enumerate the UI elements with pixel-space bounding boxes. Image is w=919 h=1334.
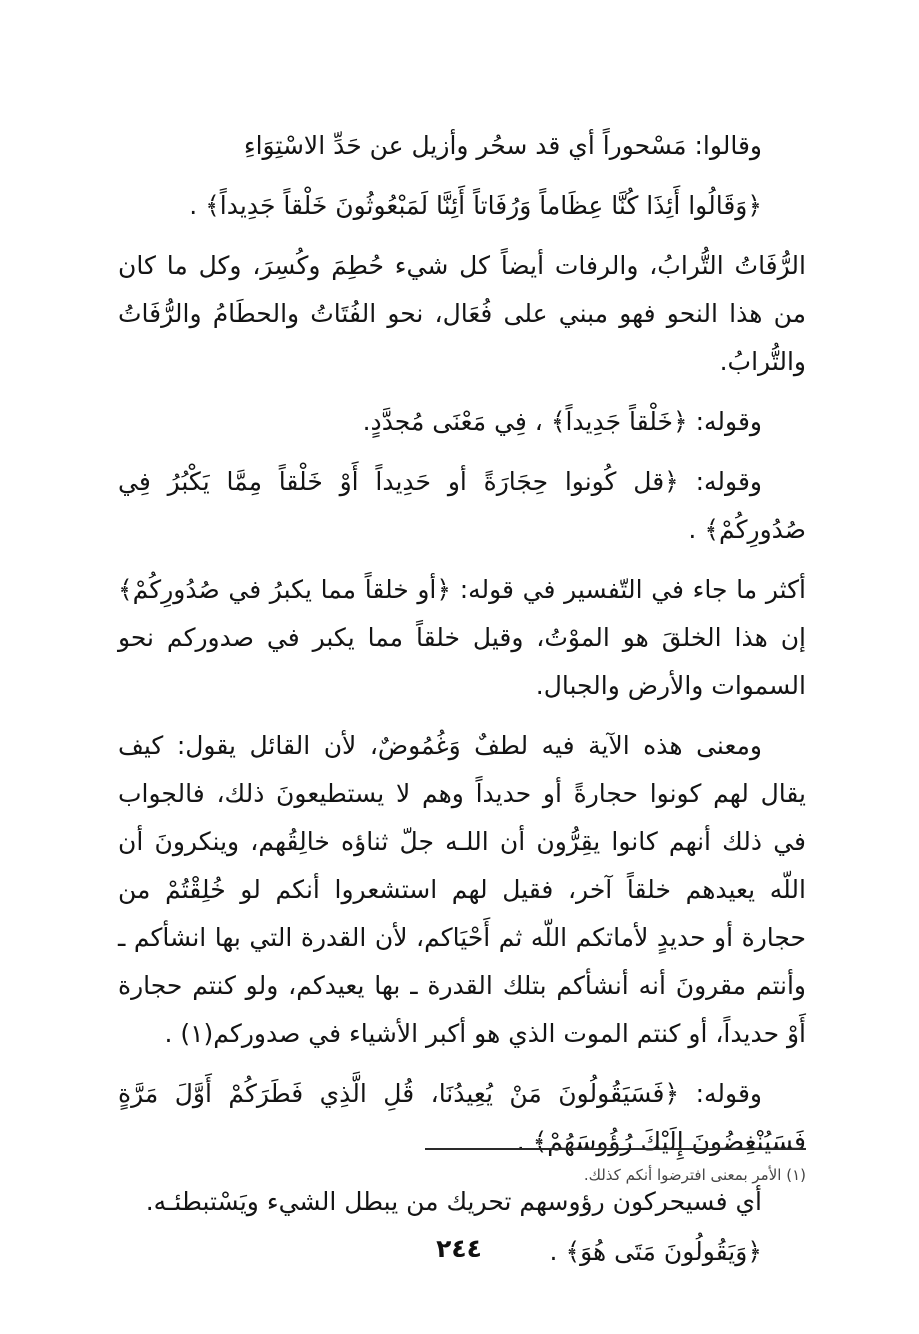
paragraph-10-quran-verse: ﴿وَيَقُولُونَ مَتَى هُوَ﴾ . [549,1237,762,1266]
paragraph-8: وقوله: ﴿فَسَيَقُولُونَ مَنْ يُعِيدُنَا، قُلِ الَّذِي فَطَرَكُمْ أَوَّلَ مَرَّةٍ فَسَيُنْغِضُونَ إِلَيْكَ رُؤُوسَهُمْ﴾ . [118,1079,806,1156]
paragraph-1: وقالوا: مَسْحوراً أي قد سحُر وأزيل عن حَدِّ الاسْتِوَاءِ [243,131,762,160]
page-number: ٢٤٤ [436,1234,482,1263]
footnote: (١) الأمر بمعنى افترضوا أنكم كذلك. [583,1166,806,1184]
page-body [118,122,806,1278]
paragraph-4: وقوله: ﴿خَلْقاً جَدِيداً﴾ ، فِي مَعْنَى مُجدَّدٍ. [362,407,762,436]
paragraph-3: الرُّفَاتُ التُّرابُ، والرفات أيضاً كل شيء حُطِمَ وكُسِرَ، وكل ما كان من هذا النحو فهو مبني على فُعَال، نحو الفُتَاتُ والحطَامُ والرُّفَاتُ والتُّرابُ. [118,251,806,376]
paragraph-9: أي فسيحركون رؤوسهم تحريك من يبطل الشيء ويَسْتبطئـه. [145,1187,762,1216]
paragraph-5: وقوله: ﴿قل كُونوا حِجَارَةً أو حَدِيداً أَوْ خَلْقاً مِمَّا يَكْبُرُ فِي صُدُورِكُمْ﴾ . [118,467,806,544]
paragraph-7: ومعنى هذه الآية فيه لطفٌ وَغُمُوضٌ، لأن القائل يقول: كيف يقال لهم كونوا حجارةً أو حديداً وهم لا يستطيعونَ ذلك، فالجواب في ذلك أنهم كانوا يقِرُّون أن اللـه جلّ ثناؤه خالِقُهم، وينكرونَ أن اللّه يعيدهم خلقاً آخر، فقيل لهم استشعروا أنكم لو خُلِقْتُمْ من حجارة أو حديدٍ لأماتكم اللّه ثم أَحْيَاكم، لأن القدرة التي بها انشأكم ـ وأنتم مقرونَ أنه أنشأكم بتلك القدرة ـ بها يعيدكم، ولو كنتم حجارة أَوْ حديداً، أو كنتم الموت الذي هو أكبر الأشياء في صدوركم(١) . [118,731,806,1048]
paragraph-6: أكثر ما جاء في التّفسير في قوله: ﴿أو خلقاً مما يكبرُ في صُدُورِكُمْ﴾ إن هذا الخلقَ هو الموْتُ، وقيل خلقاً مما يكبر في صدوركم نحو السموات والأرض والجبال. [118,575,806,700]
footnote-divider [425,1148,806,1150]
paragraph-2-quran-verse: ﴿وَقَالُوا أَئِذَا كُنَّا عِظَاماً وَرُفَاتاً أَئِنَّا لَمَبْعُوثُونَ خَلْقاً جَدِيداً﴾ . [189,191,762,220]
